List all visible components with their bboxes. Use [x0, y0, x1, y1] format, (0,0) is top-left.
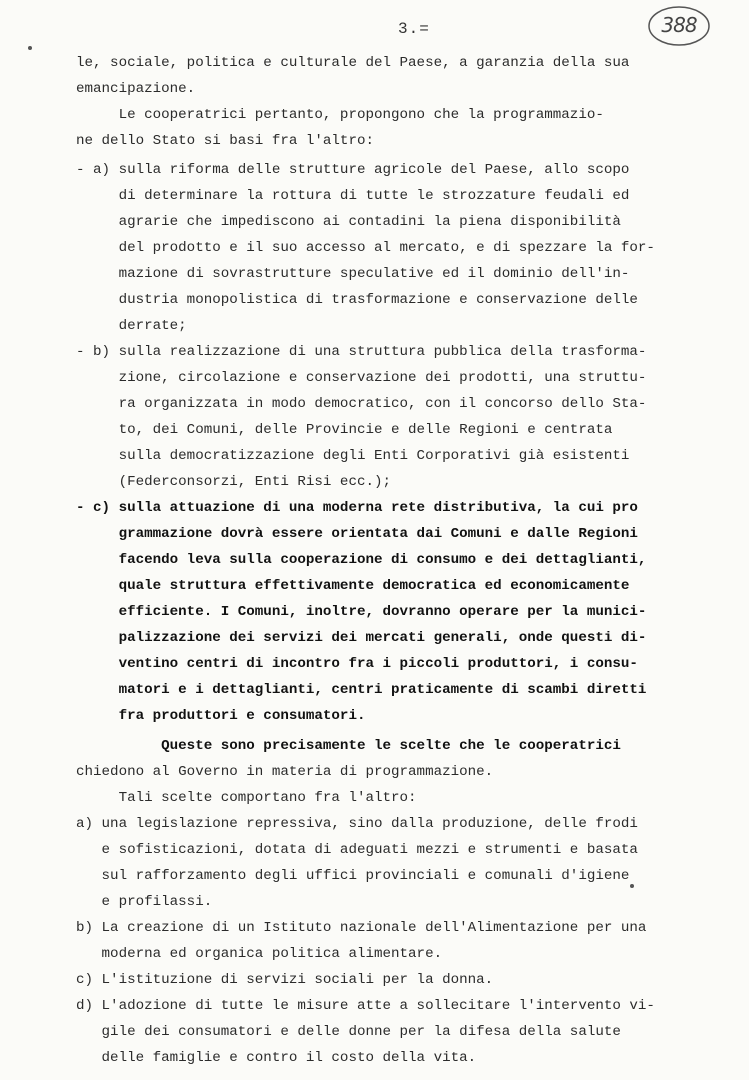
text-line: quale struttura effettivamente democratica ed economicamente: [76, 578, 630, 594]
text-line: ra organizzata in modo democratico, con il concorso dello Sta-: [76, 396, 647, 412]
text-line: sul rafforzamento degli uffici provinciali e comunali d'igiene: [76, 868, 630, 884]
text-line: efficiente. I Comuni, inoltre, dovranno operare per la munici-: [76, 604, 647, 620]
text-line: (Federconsorzi, Enti Risi ecc.);: [76, 474, 392, 490]
text-line: e sofisticazioni, dotata di adeguati mezzi e strumenti e basata: [76, 842, 638, 858]
text-line: moderna ed organica politica alimentare.: [76, 946, 443, 962]
text-line: di determinare la rottura di tutte le strozzature feudali ed: [76, 188, 630, 204]
margin-mark: [630, 884, 634, 888]
text-line: palizzazione dei servizi dei mercati generali, onde questi di-: [76, 630, 647, 646]
margin-mark: [28, 46, 32, 50]
text-line: - b) sulla realizzazione di una struttura pubblica della trasforma-: [76, 344, 647, 360]
text-line: Le cooperatrici pertanto, propongono che la programmazio-: [76, 107, 604, 123]
text-line: d) L'adozione di tutte le misure atte a sollecitare l'intervento vi-: [76, 998, 655, 1014]
text-line: ventino centri di incontro fra i piccoli produttori, i consu-: [76, 656, 638, 672]
text-line: Queste sono precisamente le scelte che le cooperatrici: [76, 738, 621, 754]
text-line: mazione di sovrastrutture speculative ed il dominio dell'in-: [76, 266, 630, 282]
archive-stamp: [646, 4, 712, 48]
text-line: le, sociale, politica e culturale del Paese, a garanzia della sua: [76, 55, 630, 71]
text-line: ne dello Stato si basi fra l'altro:: [76, 133, 374, 149]
text-line: to, dei Comuni, delle Provincie e delle Regioni e centrata: [76, 422, 613, 438]
text-line: e profilassi.: [76, 894, 213, 910]
text-line: dustria monopolistica di trasformazione e conservazione delle: [76, 292, 638, 308]
text-line: agrarie che impediscono ai contadini la piena disponibilità: [76, 214, 621, 230]
text-line: b) La creazione di un Istituto nazionale dell'Alimentazione per una: [76, 920, 647, 936]
text-line: grammazione dovrà essere orientata dai Comuni e dalle Regioni: [76, 526, 638, 542]
text-line: del prodotto e il suo accesso al mercato, e di spezzare la for-: [76, 240, 655, 256]
text-line: derrate;: [76, 318, 187, 334]
text-line: - c) sulla attuazione di una moderna rete distributiva, la cui pro: [76, 500, 638, 516]
text-line: fra produttori e consumatori.: [76, 708, 366, 724]
text-line: matori e i dettaglianti, centri praticamente di scambi diretti: [76, 682, 647, 698]
page-number: 3.=: [398, 20, 430, 38]
text-line: gile dei consumatori e delle donne per la difesa della salute: [76, 1024, 621, 1040]
text-line: emancipazione.: [76, 81, 196, 97]
text-line: - a) sulla riforma delle strutture agricole del Paese, allo scopo: [76, 162, 630, 178]
text-line: a) una legislazione repressiva, sino dalla produzione, delle frodi: [76, 816, 638, 832]
text-line: zione, circolazione e conservazione dei prodotti, una struttu-: [76, 370, 647, 386]
text-line: sulla democratizzazione degli Enti Corporativi già esistenti: [76, 448, 630, 464]
text-line: Tali scelte comportano fra l'altro:: [76, 790, 417, 806]
text-line: chiedono al Governo in materia di programmazione.: [76, 764, 494, 780]
text-line: delle famiglie e contro il costo della vita.: [76, 1050, 477, 1066]
text-line: c) L'istituzione di servizi sociali per la donna.: [76, 972, 494, 988]
stamp-number: 388: [661, 13, 697, 37]
text-line: facendo leva sulla cooperazione di consumo e dei dettaglianti,: [76, 552, 647, 568]
